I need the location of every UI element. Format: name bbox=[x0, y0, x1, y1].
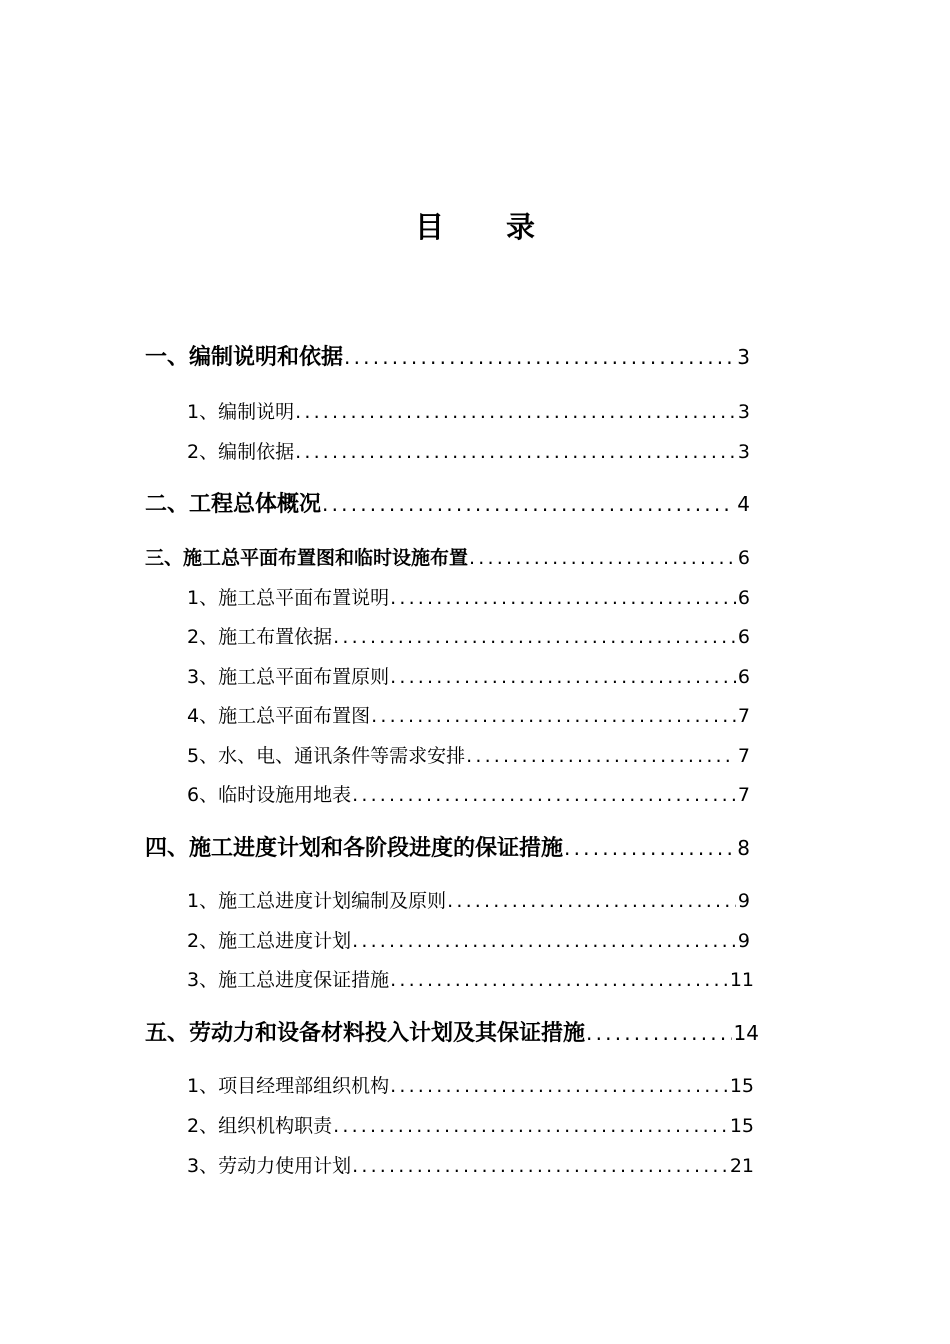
toc-page-number: 8 bbox=[737, 836, 750, 860]
toc-leader-dots bbox=[564, 836, 735, 860]
toc-entry-label: 4、施工总平面布置图 bbox=[187, 705, 371, 727]
toc-entry-label: 2、组织机构职责 bbox=[187, 1115, 333, 1137]
toc-entry-label: 6、临时设施用地表 bbox=[187, 784, 352, 806]
toc-entry-subsection[interactable] bbox=[187, 397, 750, 424]
toc-leader-dots bbox=[333, 1115, 728, 1137]
toc-entry-subsection[interactable] bbox=[187, 437, 750, 464]
toc-page-number: 7 bbox=[737, 705, 750, 727]
toc-page-number: 9 bbox=[737, 930, 750, 952]
toc-title-char-2: 录 bbox=[506, 210, 536, 244]
toc-page-number: 7 bbox=[737, 784, 750, 806]
toc-page-number: 3 bbox=[737, 401, 750, 423]
toc-leader-dots bbox=[371, 705, 736, 727]
toc-page-number: 15 bbox=[729, 1075, 754, 1097]
toc-entry-subsection[interactable] bbox=[187, 662, 750, 689]
toc-entry-section-4[interactable] bbox=[145, 831, 750, 862]
toc-page-number: 15 bbox=[729, 1115, 754, 1137]
toc-entry-subsection[interactable] bbox=[187, 926, 750, 953]
toc-leader-dots bbox=[295, 441, 736, 463]
toc-entry-subsection[interactable] bbox=[187, 780, 750, 807]
toc-page-number: 3 bbox=[737, 345, 750, 369]
toc-entry-label: 1、施工总平面布置说明 bbox=[187, 587, 390, 609]
toc-leader-dots bbox=[390, 587, 736, 609]
toc-page-number: 3 bbox=[737, 441, 750, 463]
toc-leader-dots bbox=[352, 930, 736, 952]
toc-leader-dots bbox=[390, 969, 728, 991]
toc-page-number: 6 bbox=[737, 666, 750, 688]
toc-entry-subsection[interactable] bbox=[187, 886, 750, 913]
toc-entry-subsection[interactable] bbox=[187, 1111, 754, 1138]
toc-entry-label: 3、施工总平面布置原则 bbox=[187, 666, 390, 688]
toc-entry-label: 四、施工进度计划和各阶段进度的保证措施 bbox=[145, 836, 564, 861]
toc-entry-label: 2、编制依据 bbox=[187, 441, 295, 463]
toc-leader-dots bbox=[352, 784, 736, 806]
toc-entry-label: 2、施工布置依据 bbox=[187, 626, 333, 648]
toc-page-number: 21 bbox=[729, 1155, 754, 1177]
toc-page-number: 7 bbox=[737, 745, 750, 767]
toc-entry-subsection[interactable] bbox=[187, 1151, 754, 1178]
toc-entry-subsection[interactable] bbox=[187, 965, 754, 992]
toc-leader-dots bbox=[352, 1155, 728, 1177]
toc-page-number: 6 bbox=[737, 547, 750, 569]
toc-entry-label: 1、编制说明 bbox=[187, 401, 295, 423]
toc-entry-section-2[interactable] bbox=[145, 487, 750, 518]
toc-leader-dots bbox=[322, 492, 735, 516]
toc-entry-subsection[interactable] bbox=[187, 1071, 754, 1098]
toc-entry-label: 一、编制说明和依据 bbox=[145, 345, 344, 370]
toc-entry-section-5[interactable] bbox=[145, 1016, 759, 1047]
toc-leader-dots bbox=[344, 345, 735, 369]
toc-entry-label: 1、施工总进度计划编制及原则 bbox=[187, 890, 447, 912]
toc-leader-dots bbox=[333, 626, 736, 648]
toc-page-number: 6 bbox=[737, 626, 750, 648]
toc-entry-label: 三、施工总平面布置图和临时设施布置 bbox=[145, 547, 469, 569]
toc-title-char-1: 目 bbox=[414, 210, 444, 244]
toc-entry-label: 二、工程总体概况 bbox=[145, 492, 322, 517]
toc-leader-dots bbox=[295, 401, 736, 423]
toc-entry-label: 五、劳动力和设备材料投入计划及其保证措施 bbox=[145, 1021, 586, 1046]
toc-entry-label: 5、水、电、通讯条件等需求安排 bbox=[187, 745, 466, 767]
toc-leader-dots bbox=[390, 1075, 728, 1097]
toc-leader-dots bbox=[586, 1021, 732, 1045]
toc-entry-subsection[interactable] bbox=[187, 701, 750, 728]
toc-page-number: 9 bbox=[737, 890, 750, 912]
toc-page-number: 14 bbox=[733, 1021, 759, 1045]
toc-page-number: 6 bbox=[737, 587, 750, 609]
toc-leader-dots bbox=[469, 547, 736, 569]
toc-entry-label: 3、施工总进度保证措施 bbox=[187, 969, 390, 991]
toc-entry-section-1[interactable] bbox=[145, 340, 750, 371]
toc-entry-subsection[interactable] bbox=[187, 622, 750, 649]
toc-leader-dots bbox=[447, 890, 736, 912]
toc-leader-dots bbox=[390, 666, 736, 688]
toc-entry-label: 3、劳动力使用计划 bbox=[187, 1155, 352, 1177]
toc-entry-label: 1、项目经理部组织机构 bbox=[187, 1075, 390, 1097]
toc-entry-subsection[interactable] bbox=[187, 583, 750, 610]
toc-entry-label: 2、施工总进度计划 bbox=[187, 930, 352, 952]
toc-entry-subsection[interactable] bbox=[187, 741, 750, 768]
toc-entry-section-3[interactable] bbox=[145, 543, 750, 570]
toc-page-number: 4 bbox=[737, 492, 750, 516]
toc-page-number: 11 bbox=[729, 969, 754, 991]
toc-leader-dots bbox=[466, 745, 736, 767]
toc-title bbox=[0, 205, 950, 246]
